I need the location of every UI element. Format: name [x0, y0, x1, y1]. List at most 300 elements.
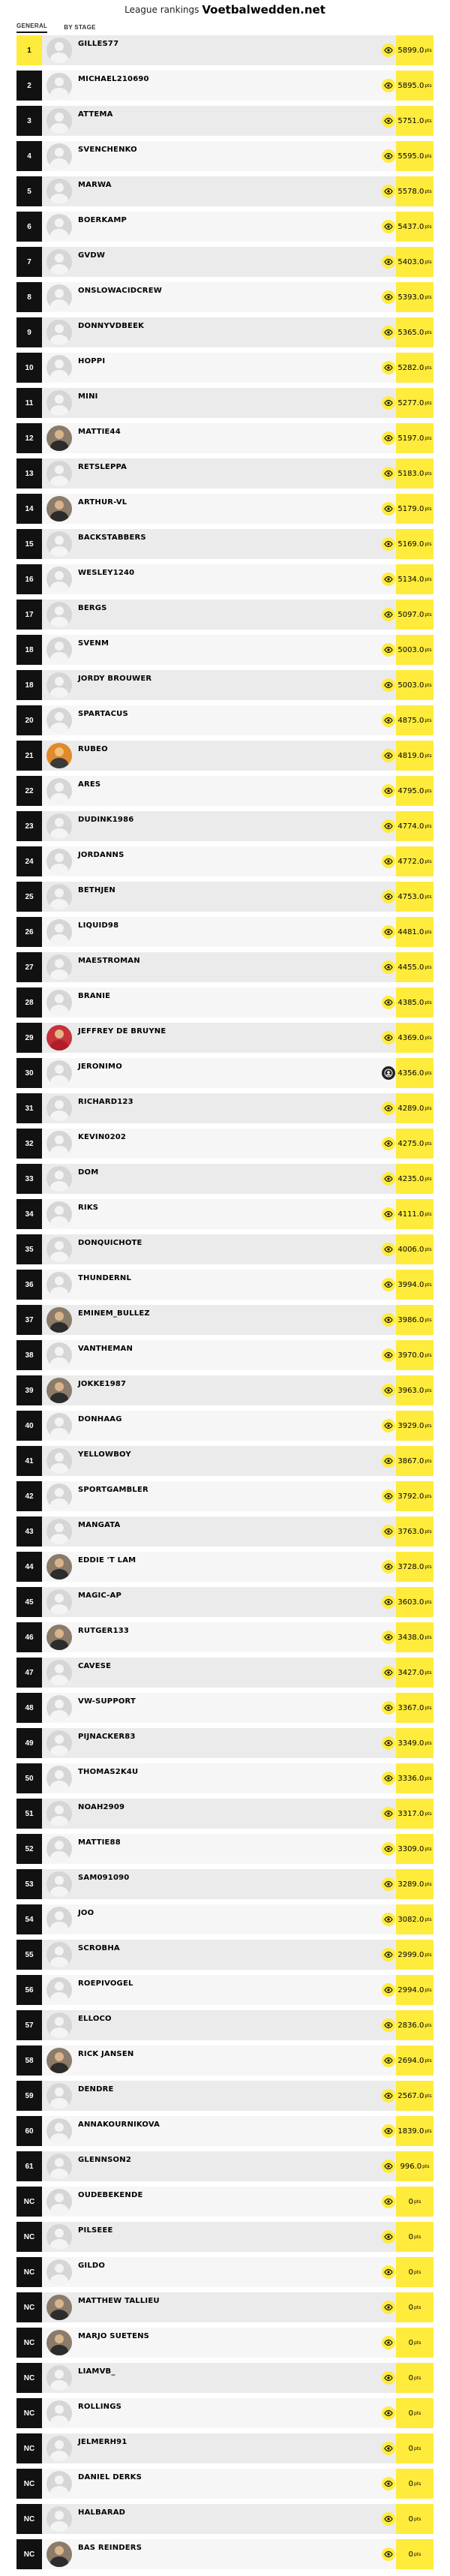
player-name[interactable]: EDDIE 'T LAM — [78, 1556, 136, 1565]
rank-badge: NC — [16, 2398, 42, 2428]
player-name[interactable]: KEVIN0202 — [78, 1133, 127, 1141]
points-badge — [396, 458, 434, 488]
player-name[interactable]: MARWA — [78, 181, 112, 189]
tab-general[interactable]: GENERAL — [16, 23, 47, 33]
points-unit: pts — [424, 647, 432, 653]
player-name[interactable]: JERONIMO — [78, 1063, 122, 1071]
points-value: 2994.0 — [398, 1985, 424, 1994]
player-name[interactable]: RIKS — [78, 1204, 99, 1212]
points-unit: pts — [424, 964, 432, 970]
points-unit: pts — [424, 1811, 432, 1817]
player-name[interactable]: CAVESE — [78, 1662, 112, 1670]
eye-icon[interactable] — [382, 255, 395, 269]
eye-icon[interactable] — [382, 1842, 395, 1856]
table-row[interactable] — [16, 1516, 434, 1547]
eye-icon[interactable] — [382, 1525, 395, 1538]
points-unit: pts — [424, 1987, 432, 1993]
eye-icon[interactable] — [382, 2265, 395, 2279]
player-name[interactable]: MICHAEL210690 — [78, 75, 149, 83]
player-name[interactable]: PIJNACKER83 — [78, 1733, 136, 1741]
player-name[interactable]: MATTHEW TALLIEU — [78, 2297, 160, 2305]
rank-badge: 21 — [16, 741, 42, 771]
player-name[interactable]: ARTHUR-VL — [78, 498, 128, 506]
eye-icon[interactable] — [382, 114, 395, 128]
eye-icon[interactable] — [382, 1419, 395, 1432]
player-name[interactable]: MATTIE44 — [78, 428, 121, 436]
player-name[interactable]: JOO — [78, 1909, 94, 1917]
player-name[interactable]: DONQUICHOTE — [78, 1239, 142, 1247]
avatar — [46, 1307, 72, 1333]
table-row[interactable] — [16, 529, 434, 559]
table-row[interactable] — [16, 1270, 434, 1300]
points-badge — [396, 212, 434, 242]
eye-icon[interactable] — [382, 1807, 395, 1820]
rank-badge: 3 — [16, 106, 42, 136]
rank-badge: 35 — [16, 1234, 42, 1264]
eye-icon[interactable] — [382, 784, 395, 798]
table-row[interactable] — [16, 388, 434, 418]
points-value: 4289.0 — [398, 1104, 424, 1113]
eye-icon[interactable] — [382, 2124, 395, 2138]
tab-bar — [0, 20, 450, 33]
eye-icon[interactable] — [382, 1454, 395, 1468]
eye-icon[interactable] — [382, 890, 395, 903]
points-unit: pts — [424, 753, 432, 759]
eye-icon[interactable] — [382, 2336, 395, 2349]
points-value: 4455.0 — [398, 963, 424, 972]
table-row[interactable] — [16, 1869, 434, 1899]
table-row[interactable] — [16, 106, 434, 136]
player-name[interactable]: SAM091090 — [78, 1874, 130, 1882]
eye-icon[interactable] — [382, 1384, 395, 1397]
eye-icon[interactable] — [382, 79, 395, 92]
table-row[interactable] — [16, 1622, 434, 1652]
player-name[interactable]: BOERKAMP — [78, 216, 128, 224]
avatar — [46, 2541, 72, 2567]
rank-badge: 46 — [16, 1622, 42, 1652]
table-row[interactable] — [16, 2292, 434, 2322]
eye-icon[interactable] — [382, 643, 395, 657]
eye-icon[interactable] — [382, 1948, 395, 1961]
rank-badge: 53 — [16, 1869, 42, 1899]
eye-icon[interactable] — [382, 502, 395, 516]
eye-icon[interactable] — [382, 1489, 395, 1503]
player-name[interactable]: LIAMVB_ — [78, 2367, 116, 2376]
eye-icon[interactable] — [382, 2477, 395, 2490]
player-name[interactable]: OUDEBEKENDE — [78, 2191, 143, 2199]
table-row[interactable] — [16, 1975, 434, 2005]
player-name[interactable]: MINI — [78, 392, 98, 401]
player-name[interactable]: SVENCHENKO — [78, 146, 137, 154]
table-row[interactable] — [16, 2045, 434, 2076]
points-unit: pts — [414, 2340, 422, 2346]
eye-icon[interactable] — [382, 714, 395, 727]
avatar — [46, 1519, 72, 1544]
table-row[interactable] — [16, 1023, 434, 1053]
eye-icon[interactable] — [382, 2195, 395, 2208]
player-name[interactable]: HALBARAD — [78, 2508, 126, 2517]
player-name[interactable]: ATTEMA — [78, 110, 113, 119]
points-badge — [396, 2222, 434, 2252]
points-value: 3438.0 — [398, 1633, 424, 1642]
points-unit: pts — [424, 329, 432, 335]
eye-icon[interactable] — [382, 1772, 395, 1785]
eye-icon[interactable] — [382, 1137, 395, 1150]
eye-icon[interactable] — [382, 185, 395, 198]
points-badge — [396, 705, 434, 735]
player-name[interactable]: THUNDERNL — [78, 1274, 132, 1282]
eye-icon[interactable] — [382, 855, 395, 868]
eye-icon[interactable] — [382, 2442, 395, 2455]
table-row[interactable] — [16, 2187, 434, 2217]
eye-icon[interactable] — [382, 1313, 395, 1327]
points-value: 4875.0 — [398, 716, 424, 725]
table-row[interactable] — [16, 1481, 434, 1511]
table-row[interactable] — [16, 1093, 434, 1123]
player-name[interactable]: DONNYVDBEEK — [78, 322, 145, 330]
points-unit: pts — [424, 1070, 432, 1076]
player-name[interactable]: ARES — [78, 780, 101, 789]
table-row[interactable] — [16, 2398, 434, 2428]
eye-icon[interactable] — [382, 1595, 395, 1609]
eye-icon[interactable] — [382, 290, 395, 304]
avatar — [46, 778, 72, 804]
player-name[interactable]: ROEPIVOGEL — [78, 1979, 134, 1988]
rank-badge: 25 — [16, 882, 42, 912]
eye-icon[interactable] — [382, 1877, 395, 1891]
table-row[interactable] — [16, 1728, 434, 1758]
player-name[interactable]: BACKSTABBERS — [78, 534, 146, 542]
table-row[interactable] — [16, 2151, 434, 2181]
table-row[interactable] — [16, 600, 434, 630]
eye-icon[interactable] — [382, 960, 395, 974]
table-row[interactable] — [16, 458, 434, 488]
table-row[interactable] — [16, 1446, 434, 1476]
player-name[interactable]: RETSLEPPA — [78, 463, 128, 471]
table-row[interactable] — [16, 1693, 434, 1723]
player-name[interactable]: ANNAKOURNIKOVA — [78, 2121, 160, 2129]
eye-icon[interactable] — [382, 326, 395, 339]
eye-icon[interactable] — [382, 431, 395, 445]
table-row[interactable] — [16, 1904, 434, 1934]
points-value: 5365.0 — [398, 328, 424, 337]
table-row[interactable] — [16, 670, 434, 700]
points-badge — [396, 811, 434, 841]
eye-icon[interactable] — [382, 749, 395, 762]
player-name[interactable]: SCROBHA — [78, 1944, 120, 1952]
eye-icon[interactable] — [382, 1031, 395, 1045]
player-name[interactable]: RUBEO — [78, 745, 108, 753]
table-row[interactable] — [16, 2081, 434, 2111]
table-row[interactable] — [16, 176, 434, 206]
table-row[interactable] — [16, 1799, 434, 1829]
table-row[interactable] — [16, 494, 434, 524]
eye-icon[interactable] — [382, 467, 395, 480]
rank-badge: 49 — [16, 1728, 42, 1758]
points-badge — [396, 1975, 434, 2005]
points-badge — [396, 2328, 434, 2358]
player-name[interactable]: BERGS — [78, 604, 107, 612]
eye-icon[interactable] — [382, 149, 395, 163]
table-row[interactable] — [16, 705, 434, 735]
points-unit: pts — [414, 2269, 422, 2275]
table-row[interactable] — [16, 776, 434, 806]
eye-icon[interactable] — [382, 1560, 395, 1574]
player-name[interactable]: ROLLINGS — [78, 2403, 122, 2411]
eye-icon[interactable] — [382, 1983, 395, 1997]
table-row[interactable] — [16, 2257, 434, 2287]
rank-badge: 58 — [16, 2045, 42, 2076]
player-name[interactable]: ELLOCO — [78, 2015, 112, 2023]
table-row[interactable] — [16, 1129, 434, 1159]
points-value: 3963.0 — [398, 1386, 424, 1395]
eye-icon[interactable] — [382, 396, 395, 410]
points-value: 5403.0 — [398, 257, 424, 266]
table-row[interactable] — [16, 212, 434, 242]
player-name[interactable]: RICK JANSEN — [78, 2050, 134, 2058]
rank-badge: 30 — [16, 1058, 42, 1088]
points-unit: pts — [424, 999, 432, 1005]
player-name[interactable]: MAGIC-AP — [78, 1592, 122, 1600]
avatar — [46, 249, 72, 275]
player-name[interactable]: MAESTROMAN — [78, 957, 140, 965]
player-name[interactable]: VANTHEMAN — [78, 1345, 134, 1353]
player-name[interactable]: EMINEM_BULLEZ — [78, 1309, 150, 1318]
points-badge — [396, 423, 434, 453]
player-name[interactable]: DANIEL DERKS — [78, 2473, 142, 2481]
table-row[interactable] — [16, 2116, 434, 2146]
table-row[interactable] — [16, 2010, 434, 2040]
points-badge — [396, 1129, 434, 1159]
eye-icon[interactable] — [382, 537, 395, 551]
table-row[interactable] — [16, 353, 434, 383]
eye-icon[interactable] — [382, 361, 395, 374]
table-row[interactable] — [16, 987, 434, 1017]
rank-badge: 60 — [16, 2116, 42, 2146]
points-unit: pts — [424, 1775, 432, 1781]
points-unit: pts — [424, 294, 432, 300]
table-row[interactable] — [16, 141, 434, 171]
table-row[interactable] — [16, 882, 434, 912]
table-row[interactable] — [16, 2328, 434, 2358]
eye-icon[interactable] — [382, 1243, 395, 1256]
points-badge — [396, 1481, 434, 1511]
player-name[interactable]: JORDANNS — [78, 851, 124, 859]
eye-icon[interactable] — [382, 678, 395, 692]
avatar — [46, 108, 72, 134]
player-name[interactable]: DOM — [78, 1168, 99, 1177]
table-row[interactable] — [16, 282, 434, 312]
player-name[interactable]: BAS REINDERS — [78, 2544, 142, 2552]
avatar — [46, 320, 72, 345]
player-name[interactable]: BETHJEN — [78, 886, 116, 894]
table-row[interactable] — [16, 1834, 434, 1864]
points-badge — [396, 670, 434, 700]
points-badge — [396, 388, 434, 418]
table-row[interactable] — [16, 2539, 434, 2569]
table-row[interactable] — [16, 1164, 434, 1194]
eye-icon[interactable] — [382, 2301, 395, 2314]
player-name[interactable]: VW-SUPPORT — [78, 1697, 136, 1706]
points-unit: pts — [424, 435, 432, 441]
table-row[interactable] — [16, 1587, 434, 1617]
table-row[interactable] — [16, 2222, 434, 2252]
player-name[interactable]: JELMERH91 — [78, 2438, 128, 2446]
player-name[interactable]: YELLOWBOY — [78, 1450, 131, 1459]
rank-badge: NC — [16, 2504, 42, 2534]
player-name[interactable]: GVDW — [78, 251, 106, 260]
eye-icon[interactable] — [382, 2160, 395, 2173]
table-row[interactable] — [16, 952, 434, 982]
points-unit: pts — [424, 153, 432, 159]
player-name[interactable]: RUTGER133 — [78, 1627, 130, 1635]
player-name[interactable]: GLENNSON2 — [78, 2156, 131, 2164]
player-name[interactable]: DUDINK1986 — [78, 816, 134, 824]
points-unit: pts — [424, 1952, 432, 1958]
eye-icon[interactable] — [382, 2371, 395, 2385]
player-name[interactable]: JORDY BROUWER — [78, 675, 152, 683]
player-name[interactable]: GILDO — [78, 2262, 106, 2270]
eye-icon[interactable] — [382, 44, 395, 57]
eye-icon[interactable] — [382, 2512, 395, 2526]
avatar — [46, 1166, 72, 1192]
points-value: 3603.0 — [398, 1598, 424, 1607]
points-value: 5899.0 — [398, 46, 424, 55]
table-row[interactable] — [16, 1340, 434, 1370]
table-row[interactable] — [16, 1234, 434, 1264]
eye-icon[interactable] — [382, 608, 395, 621]
table-row[interactable] — [16, 1058, 434, 1088]
rank-badge: 43 — [16, 1516, 42, 1547]
eye-icon[interactable] — [382, 1348, 395, 1362]
player-name[interactable]: PILSEEE — [78, 2226, 113, 2235]
player-name[interactable]: SPORTGAMBLER — [78, 1486, 148, 1494]
table-row[interactable] — [16, 811, 434, 841]
points-unit: pts — [424, 1423, 432, 1429]
points-value: 3994.0 — [398, 1280, 424, 1289]
player-name[interactable]: MANGATA — [78, 1521, 121, 1529]
table-row[interactable] — [16, 917, 434, 947]
eye-icon[interactable] — [382, 2018, 395, 2032]
table-row[interactable] — [16, 1763, 434, 1793]
player-name[interactable]: SPARTACUS — [78, 710, 128, 718]
rank-badge: NC — [16, 2363, 42, 2393]
table-row[interactable] — [16, 846, 434, 876]
points-unit: pts — [424, 1352, 432, 1358]
avatar — [46, 1871, 72, 1897]
player-name[interactable]: WESLEY1240 — [78, 569, 135, 577]
points-badge — [396, 1940, 434, 1970]
table-row[interactable] — [16, 1411, 434, 1441]
table-row[interactable] — [16, 35, 434, 65]
player-name[interactable]: DONHAAG — [78, 1415, 122, 1423]
player-name[interactable]: SVENM — [78, 639, 110, 648]
table-row[interactable] — [16, 2433, 434, 2463]
table-row[interactable] — [16, 1658, 434, 1688]
table-row[interactable] — [16, 741, 434, 771]
table-row[interactable] — [16, 1940, 434, 1970]
eye-icon[interactable] — [382, 1666, 395, 1679]
table-row[interactable] — [16, 71, 434, 101]
avatar — [46, 2048, 72, 2073]
player-name[interactable]: JOKKE1987 — [78, 1380, 127, 1388]
table-row[interactable] — [16, 1199, 434, 1229]
points-unit: pts — [424, 1387, 432, 1393]
player-name[interactable]: GILLES77 — [78, 40, 119, 48]
table-row[interactable] — [16, 1552, 434, 1582]
player-name[interactable]: JEFFREY DE BRUYNE — [78, 1027, 166, 1036]
table-row[interactable] — [16, 2469, 434, 2499]
eye-icon[interactable] — [382, 1207, 395, 1221]
eye-icon[interactable] — [382, 996, 395, 1009]
avatar — [46, 990, 72, 1015]
eye-icon[interactable] — [382, 1631, 395, 1644]
table-row[interactable] — [16, 1375, 434, 1405]
eye-icon[interactable] — [382, 1736, 395, 1750]
player-name[interactable]: MATTIE88 — [78, 1838, 121, 1847]
eye-icon[interactable] — [382, 2406, 395, 2420]
avatar — [46, 1096, 72, 1121]
eye-icon[interactable] — [382, 819, 395, 833]
eye-icon[interactable] — [382, 2547, 395, 2561]
eye-icon[interactable] — [382, 573, 395, 586]
rank-badge: 12 — [16, 423, 42, 453]
player-name[interactable]: ONSLOWACIDCREW — [78, 287, 162, 295]
table-row[interactable] — [16, 564, 434, 594]
eye-icon[interactable] — [382, 2054, 395, 2067]
eye-icon[interactable] — [382, 1701, 395, 1715]
player-name[interactable]: BRANIE — [78, 992, 111, 1000]
points-badge — [396, 176, 434, 206]
eye-icon[interactable] — [382, 2230, 395, 2244]
tab-by-stage[interactable]: BY STAGE — [64, 24, 96, 31]
table-row[interactable] — [16, 317, 434, 347]
avatar — [46, 1695, 72, 1721]
player-name[interactable]: THOMAS2K4U — [78, 1768, 139, 1776]
player-name[interactable]: LIQUID98 — [78, 921, 119, 930]
points-badge — [396, 1411, 434, 1441]
eye-icon[interactable] — [382, 925, 395, 939]
player-name[interactable]: NOAH2909 — [78, 1803, 125, 1811]
eye-icon[interactable] — [382, 1913, 395, 1926]
eye-icon[interactable] — [382, 220, 395, 233]
player-name[interactable]: DENDRE — [78, 2085, 114, 2094]
player-name[interactable]: MARJO SUETENS — [78, 2332, 150, 2340]
table-row[interactable] — [16, 1305, 434, 1335]
points-unit: pts — [424, 929, 432, 935]
points-value: 5169.0 — [398, 540, 424, 549]
eye-icon[interactable] — [382, 1172, 395, 1186]
points-unit: pts — [424, 858, 432, 864]
eye-icon[interactable] — [382, 1102, 395, 1115]
page-header — [0, 0, 450, 20]
table-row[interactable] — [16, 2363, 434, 2393]
rank-badge: 51 — [16, 1799, 42, 1829]
rank-badge: 34 — [16, 1199, 42, 1229]
rank-badge: 20 — [16, 705, 42, 735]
table-row[interactable] — [16, 423, 434, 453]
player-name[interactable]: HOPPI — [78, 357, 106, 365]
player-name[interactable]: RICHARD123 — [78, 1098, 134, 1106]
user-icon[interactable] — [382, 1066, 395, 1080]
table-row[interactable] — [16, 247, 434, 277]
table-row[interactable] — [16, 635, 434, 665]
points-unit: pts — [424, 2128, 432, 2134]
eye-icon[interactable] — [382, 2089, 395, 2103]
points-value: 3336.0 — [398, 1774, 424, 1783]
eye-icon[interactable] — [382, 1278, 395, 1291]
table-row[interactable] — [16, 2504, 434, 2534]
